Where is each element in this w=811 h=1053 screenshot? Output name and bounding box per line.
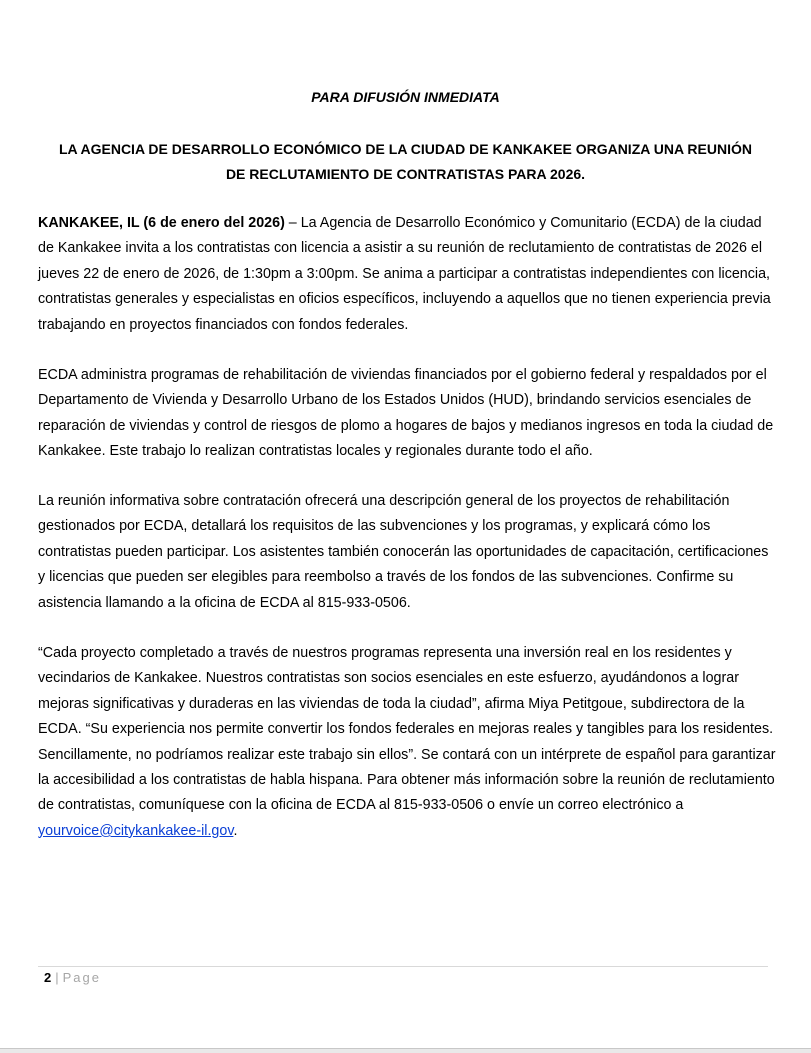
paragraph-quote-body: “Cada proyecto completado a través de nuestros programas representa una inversión real en los residentes y vecindarios de Kankakee. Nuestros contratistas son socios esenciales en este esfuerzo, ayudándonos a lograr mejoras significativas y duraderas en las viviendas de toda la ciudad”, afirma Miya Petitgoue, subdirectora de la ECDA. “Su experiencia nos permite convertir los fondos federales en mejoras reales y tangibles para los residentes. Sencillamente, no podríamos realizar este trabajo sin ellos”. Se contará con un intérprete de español para garantizar la accesibilidad a los contratistas de habla hispana. Para obtener más información sobre la reunión de reclutamiento de contratistas, comuníquese con la oficina de ECDA al 815-933-0506 o envíe un correo electrónico a (38, 645, 776, 814)
headline (38, 137, 773, 187)
headline-line-2: DE RECLUTAMIENTO DE CONTRATISTAS PARA 2026. (225, 166, 586, 182)
page-number: 2 (44, 970, 52, 985)
paragraph-programs: ECDA administra programas de rehabilitación de viviendas financiados por el gobierno federal y respaldados por el Departamento de Vivienda y Desarrollo Urbano de los Estados Unidos (HUD), brindando servicios esenciales de reparación de viviendas y control de riesgos de plomo a hogares de bajos y medianos ingresos en toda la ciudad de Kankakee. Este trabajo lo realizan contratistas locales y regionales durante todo el año. (38, 367, 774, 460)
paragraph-quote (38, 641, 778, 844)
page-label: Page (62, 970, 101, 985)
paragraph-intro (38, 211, 778, 338)
dateline: KANKAKEE, IL (6 de enero del 2026) (38, 215, 285, 231)
paragraph-meeting: La reunión informativa sobre contratación ofrecerá una descripción general de los proyectos de rehabilitación gestionados por ECDA, detallará los requisitos de las subvenciones y los programas, y explicará cómo los contratistas pueden participar. Los asistentes también conocerán las oportunidades de capacitación, certificaciones y licencias que pueden ser elegibles para reembolso a través de los fondos de las subvenciones. Confirme su asistencia llamando a la oficina de ECDA al 815-933-0506. (38, 493, 769, 611)
page-footer (44, 969, 101, 987)
email-link[interactable]: yourvoice@citykankakee-il.gov (38, 822, 234, 839)
footer-divider (38, 966, 768, 967)
paragraph-quote-end: . (233, 822, 238, 839)
paragraph-intro-body: – La Agencia de Desarrollo Económico y Comunitario (ECDA) de la ciudad de Kankakee invita a los contratistas con licencia a asistir a su reunión de reclutamiento de contratistas de 2026 el jueves 22 de enero de 2026, de 1:30pm a 3:00pm. Se anima a participar a contratistas independientes con licencia, contratistas generales y especialistas en oficios específicos, incluyendo a aquellos que no tienen experiencia previa trabajando en proyectos financiados con fondos federales. (38, 215, 771, 333)
page-bottom-edge (0, 1048, 811, 1053)
release-tag: PARA DIFUSIÓN INMEDIATA (311, 89, 500, 105)
footer-separator: | (55, 970, 59, 985)
headline-line-1: LA AGENCIA DE DESARROLLO ECONÓMICO DE LA CIUDAD DE KANKAKEE ORGANIZA UNA REUNIÓN (58, 141, 752, 157)
